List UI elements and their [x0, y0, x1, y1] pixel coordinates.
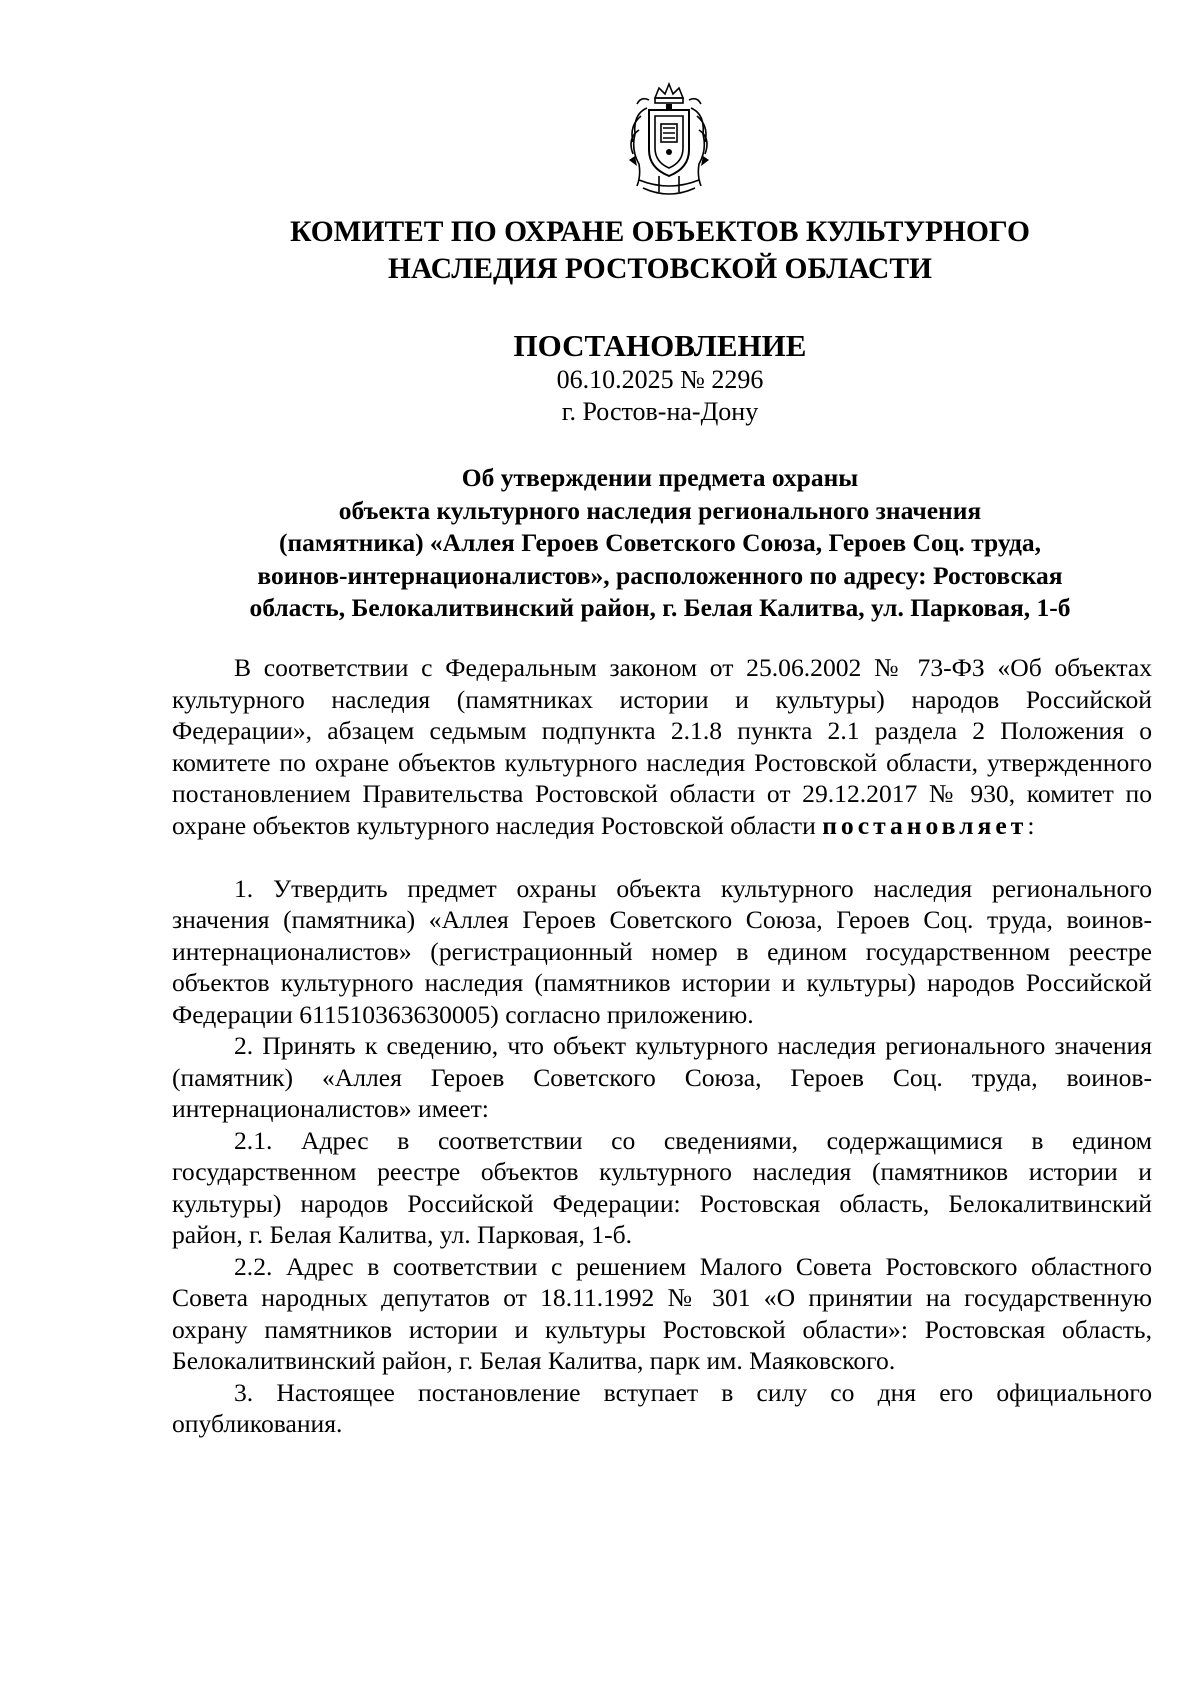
preamble-paragraph: [172, 652, 1152, 841]
org-line-2: НАСЛЕДИЯ РОСТОВСКОЙ ОБЛАСТИ: [388, 253, 932, 285]
title-line-1: Об утверждении предмета охраны: [461, 463, 859, 492]
item-1: 1. Утвердить предмет охраны объекта культурного наследия регионального значения (памятника) «Аллея Героев Советского Союза, Героев Соц. труда, воинов-интернационалистов» (регистрационный номер в едином государственном реестре объектов культурного наследия (памятников истории и культуры) народов Российской Федерации 611510363630005) согласно приложению.: [172, 873, 1152, 1029]
coat-of-arms-icon: [619, 80, 719, 202]
preamble-colon: :: [1027, 810, 1035, 840]
item-2-2: 2.2. Адрес в соответствии с решением Малого Совета Ростовского областного Совета народных депутатов от 18.11.1992 № 301 «О принятии на государственную охрану памятников истории и культуры Ростовской области»: Ростовская область, Белокалитвинский район, г. Белая Калитва, парк им. Маяковского.: [172, 1251, 1152, 1375]
title-line-3: (памятника) «Аллея Героев Советского Союза, Героев Соц. труда,: [279, 528, 1041, 557]
item-3: 3. Настоящее постановление вступает в силу со дня его официального опубликования.: [172, 1377, 1152, 1438]
document-type: ПОСТАНОВЛЕНИЕ: [513, 328, 807, 363]
item-2: 2. Принять к сведению, что объект культурного наследия регионального значения (памятник) «Аллея Героев Советского Союза, Героев Соц. труда, воинов-интернационалистов» имеет:: [172, 1031, 1152, 1123]
document-date-number: 06.10.2025 № 2296: [556, 365, 764, 394]
title-line-2: объекта культурного наследия регионального значения: [338, 495, 982, 525]
document-title: [160, 462, 1160, 625]
preamble-text: В соответствии с Федеральным законом от 25.06.2002 № 73-ФЗ «Об объектах культурного наследия (памятниках истории и культуры) народов Российской Федерации», абзацем седьмым подпункта 2.1.8 пункта 2.1 раздела 2 Положения о комитете по охране объектов культурного наследия Ростовской области, утвержденного постановлением Правительства Ростовской области от 29.12.2017 № 930, комитет по охране объектов культурного наследия Ростовской области: [172, 653, 1152, 840]
item-2-1: 2.1. Адрес в соответствии со сведениями, содержащимися в едином государственном реестре объектов культурного наследия (памятников истории и культуры) народов Российской Федерации: Ростовская область, Белокалитвинский район, г. Белая Калитва, ул. Парковая, 1-б.: [172, 1125, 1152, 1249]
org-line-1: КОМИТЕТ ПО ОХРАНЕ ОБЪЕКТОВ КУЛЬТУРНОГО: [290, 216, 1030, 248]
document-city: г. Ростов-на-Дону: [561, 397, 759, 426]
organization-name: [160, 214, 1160, 288]
title-line-4: воинов-интернационалистов», расположенного по адресу: Ростовская: [257, 560, 1063, 590]
preamble-verb: постановляет: [822, 810, 1028, 840]
title-line-5: область, Белокалитвинский район, г. Белая Калитва, ул. Парковая, 1-б: [249, 593, 1071, 622]
document-body: [172, 652, 1152, 1440]
